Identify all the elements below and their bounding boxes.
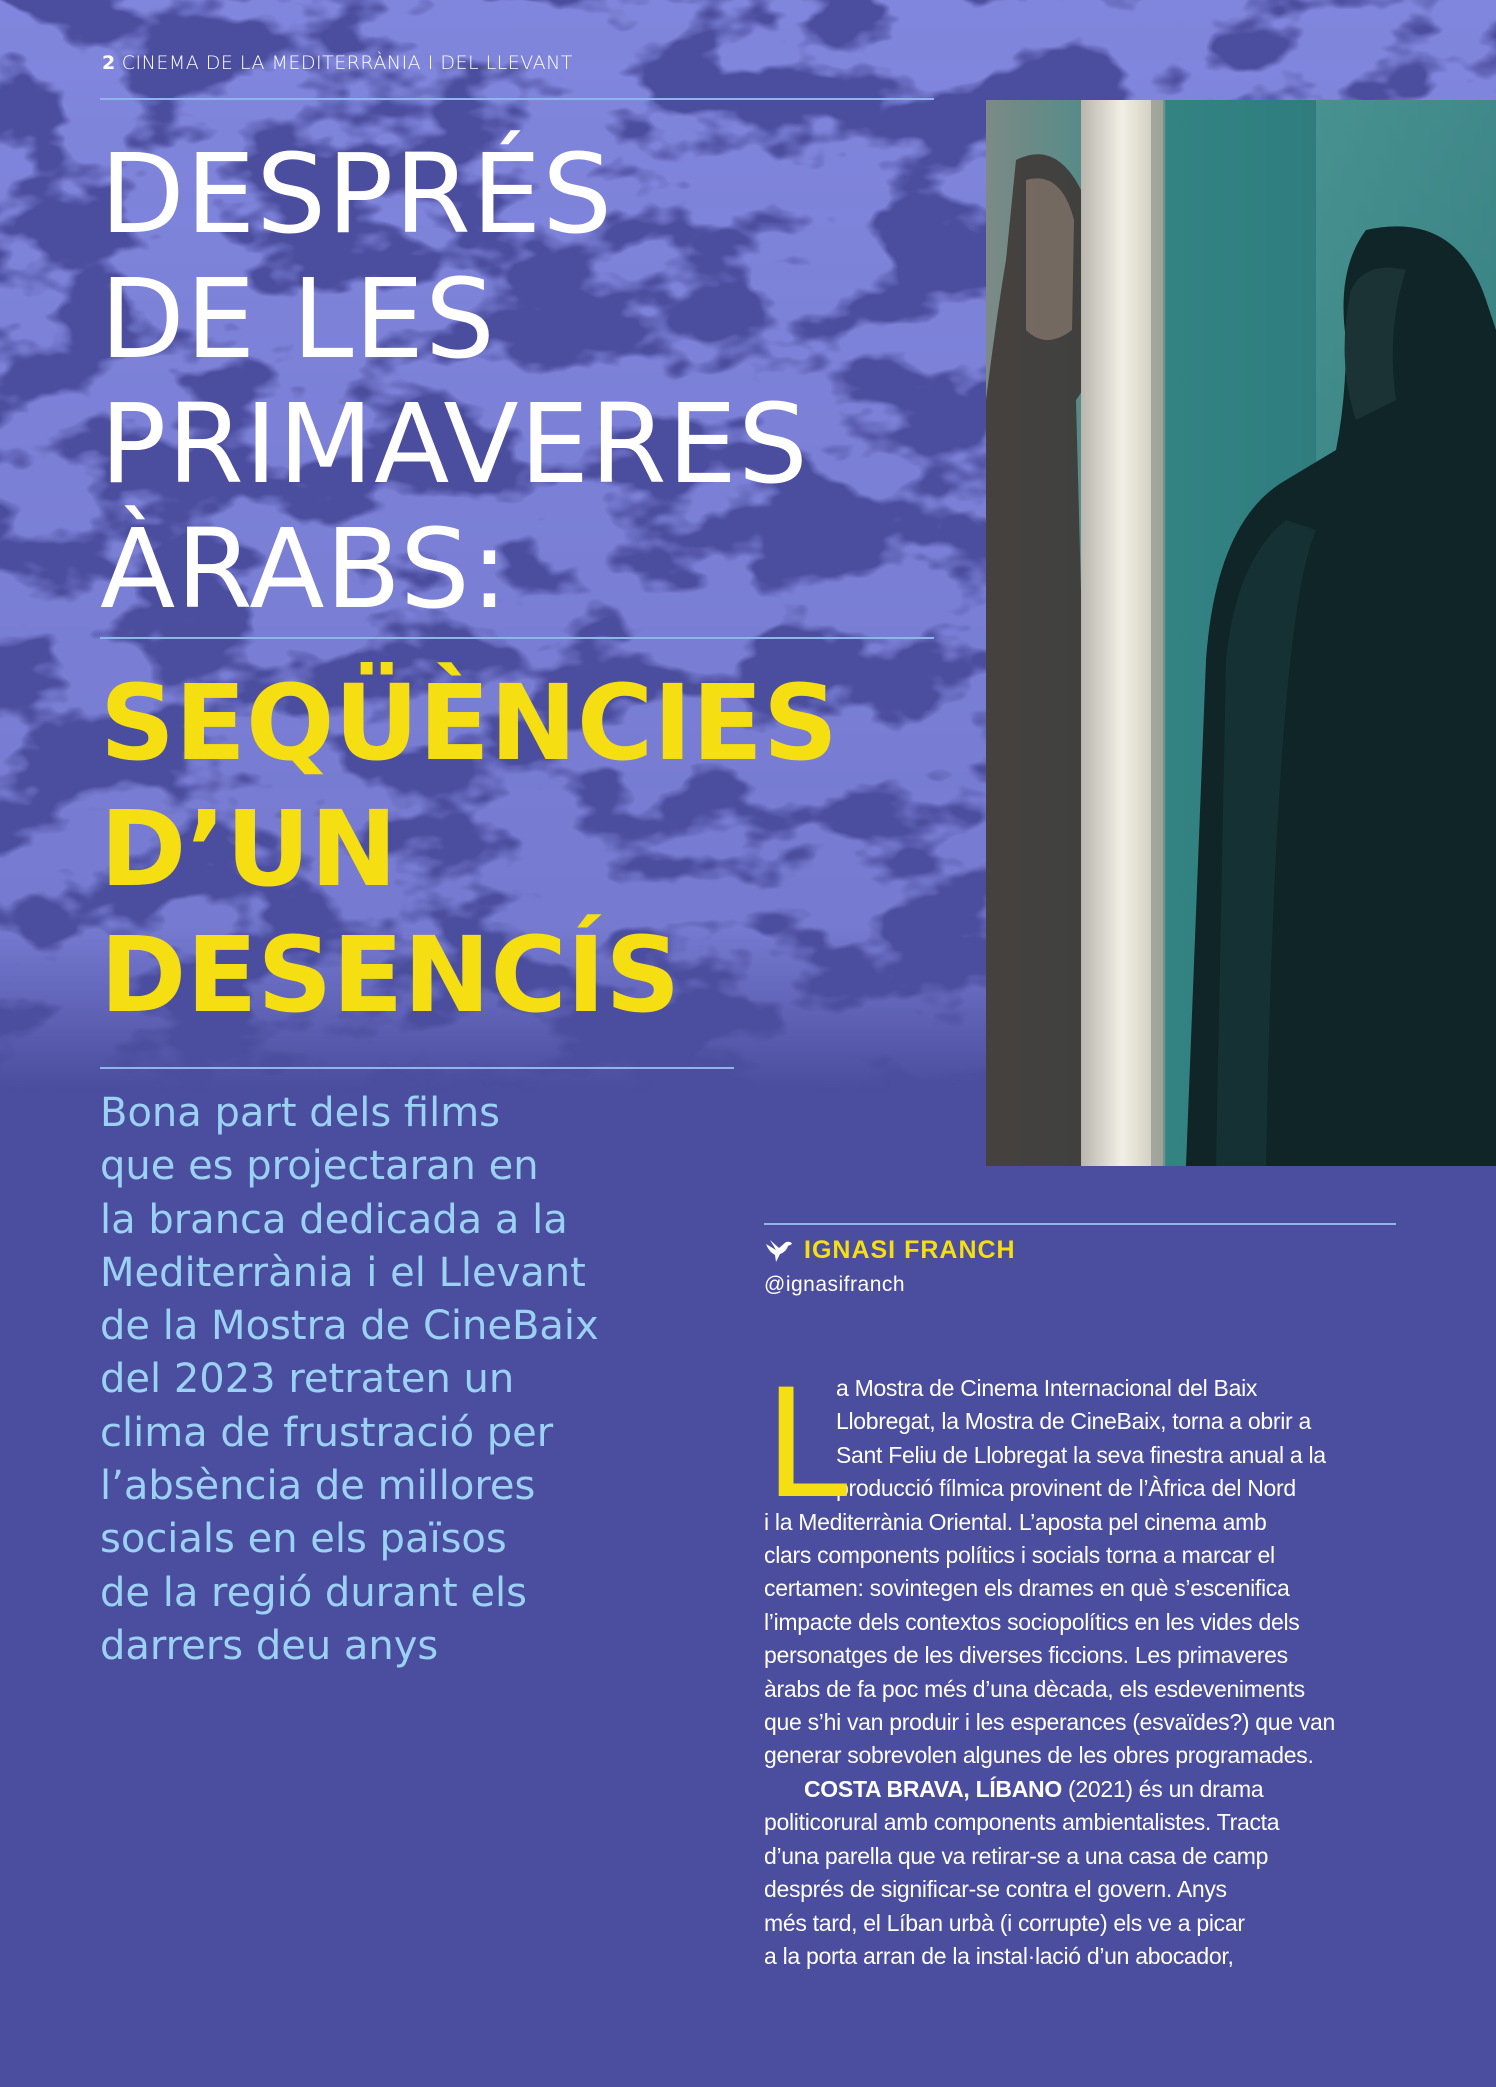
standfirst-rule [100, 1067, 734, 1069]
standfirst-line: que es projectaran en [100, 1143, 539, 1190]
headline-bold-line: SEQÜÈNCIES [100, 662, 838, 784]
standfirst-line: darrers deu anys [100, 1622, 439, 1669]
headline-bold-line: DESENCÍS [100, 914, 681, 1036]
headline-line: ÀRABS: [100, 505, 509, 633]
standfirst-line: la branca dedicada a la [100, 1196, 568, 1243]
author-name: IGNASI FRANCH [804, 1236, 1016, 1264]
standfirst-line: clima de frustració per [100, 1409, 554, 1456]
standfirst-line: l’absència de millores [100, 1463, 536, 1510]
standfirst-line: del 2023 retraten un [100, 1356, 515, 1403]
page-number: 2 [102, 52, 116, 74]
standfirst-line: de la Mostra de CineBaix [100, 1303, 599, 1350]
body-line: Llobregat, la Mostra de CineBaix, torna a obrir a [836, 1408, 1311, 1435]
article-body [764, 1358, 1394, 1973]
drop-cap: L [764, 1358, 848, 1532]
body-line: i la Mediterrània Oriental. L’aposta pel cinema amb [764, 1508, 1267, 1535]
headline-rule [100, 637, 934, 639]
byline-rule [764, 1223, 1396, 1225]
standfirst-line: socials en els països [100, 1516, 507, 1563]
bird-icon [764, 1238, 794, 1264]
body-line: que s’hi van produir i les esperances (esvaïdes?) que van [764, 1709, 1336, 1736]
standfirst-line: Bona part dels films [100, 1090, 501, 1136]
standfirst-line: de la regió durant els [100, 1569, 527, 1616]
headline-line: PRIMAVERES [100, 380, 809, 508]
body-line [764, 1773, 1394, 1806]
body-line: a la porta arran de la instal·lació d’un abocador, [764, 1942, 1234, 1969]
body-line: més tard, el Líban urbà (i corrupte) els ve a picar [764, 1909, 1245, 1936]
body-line: a Mostra de Cinema Internacional del Baix [836, 1375, 1258, 1401]
body-line: Sant Feliu de Llobregat la seva finestra anual a la [836, 1441, 1326, 1468]
body-line: personatges de les diverses ficcions. Les primaveres [764, 1642, 1288, 1669]
headline-bold-line: D’UN [100, 788, 398, 910]
author-handle: @ignasifranch [764, 1273, 906, 1296]
body-line: l’impacte dels contextos sociopolítics en les vides dels [764, 1608, 1300, 1635]
headline-bold [100, 660, 838, 1038]
film-title: COSTA BRAVA, LÍBANO [804, 1775, 1062, 1802]
standfirst-line: Mediterrània i el Llevant [100, 1249, 586, 1296]
byline [764, 1236, 1016, 1297]
headline-line: DESPRÉS [100, 130, 614, 258]
body-line: certamen: sovintegen els drames en què s’escenifica [764, 1575, 1290, 1602]
film-line-rest: (2021) és un drama [1061, 1775, 1264, 1802]
body-line: d’una parella que va retirar-se a una casa de camp [764, 1842, 1269, 1869]
body-line: generar sobrevolen algunes de les obres programades. [764, 1742, 1314, 1769]
body-line: politicorural amb components ambientalistes. Tracta [764, 1809, 1280, 1836]
headline-light [100, 132, 809, 632]
body-line: després de significar-se contra el govern. Anys [764, 1876, 1227, 1903]
page-header [102, 52, 573, 74]
body-line: àrabs de fa poc més d’una dècada, els esdeveniments [764, 1675, 1305, 1702]
section-title: CINEMA DE LA MEDITERRÀNIA I DEL LLEVANT [121, 52, 573, 74]
standfirst [100, 1087, 740, 1673]
header-rule [100, 98, 934, 100]
film-still-photo [986, 100, 1496, 1166]
headline-line: DE LES [100, 255, 496, 383]
body-line: clars components polítics i socials torna a marcar el [764, 1542, 1275, 1569]
body-line: producció fílmica provinent de l’Àfrica del Nord [836, 1475, 1296, 1502]
